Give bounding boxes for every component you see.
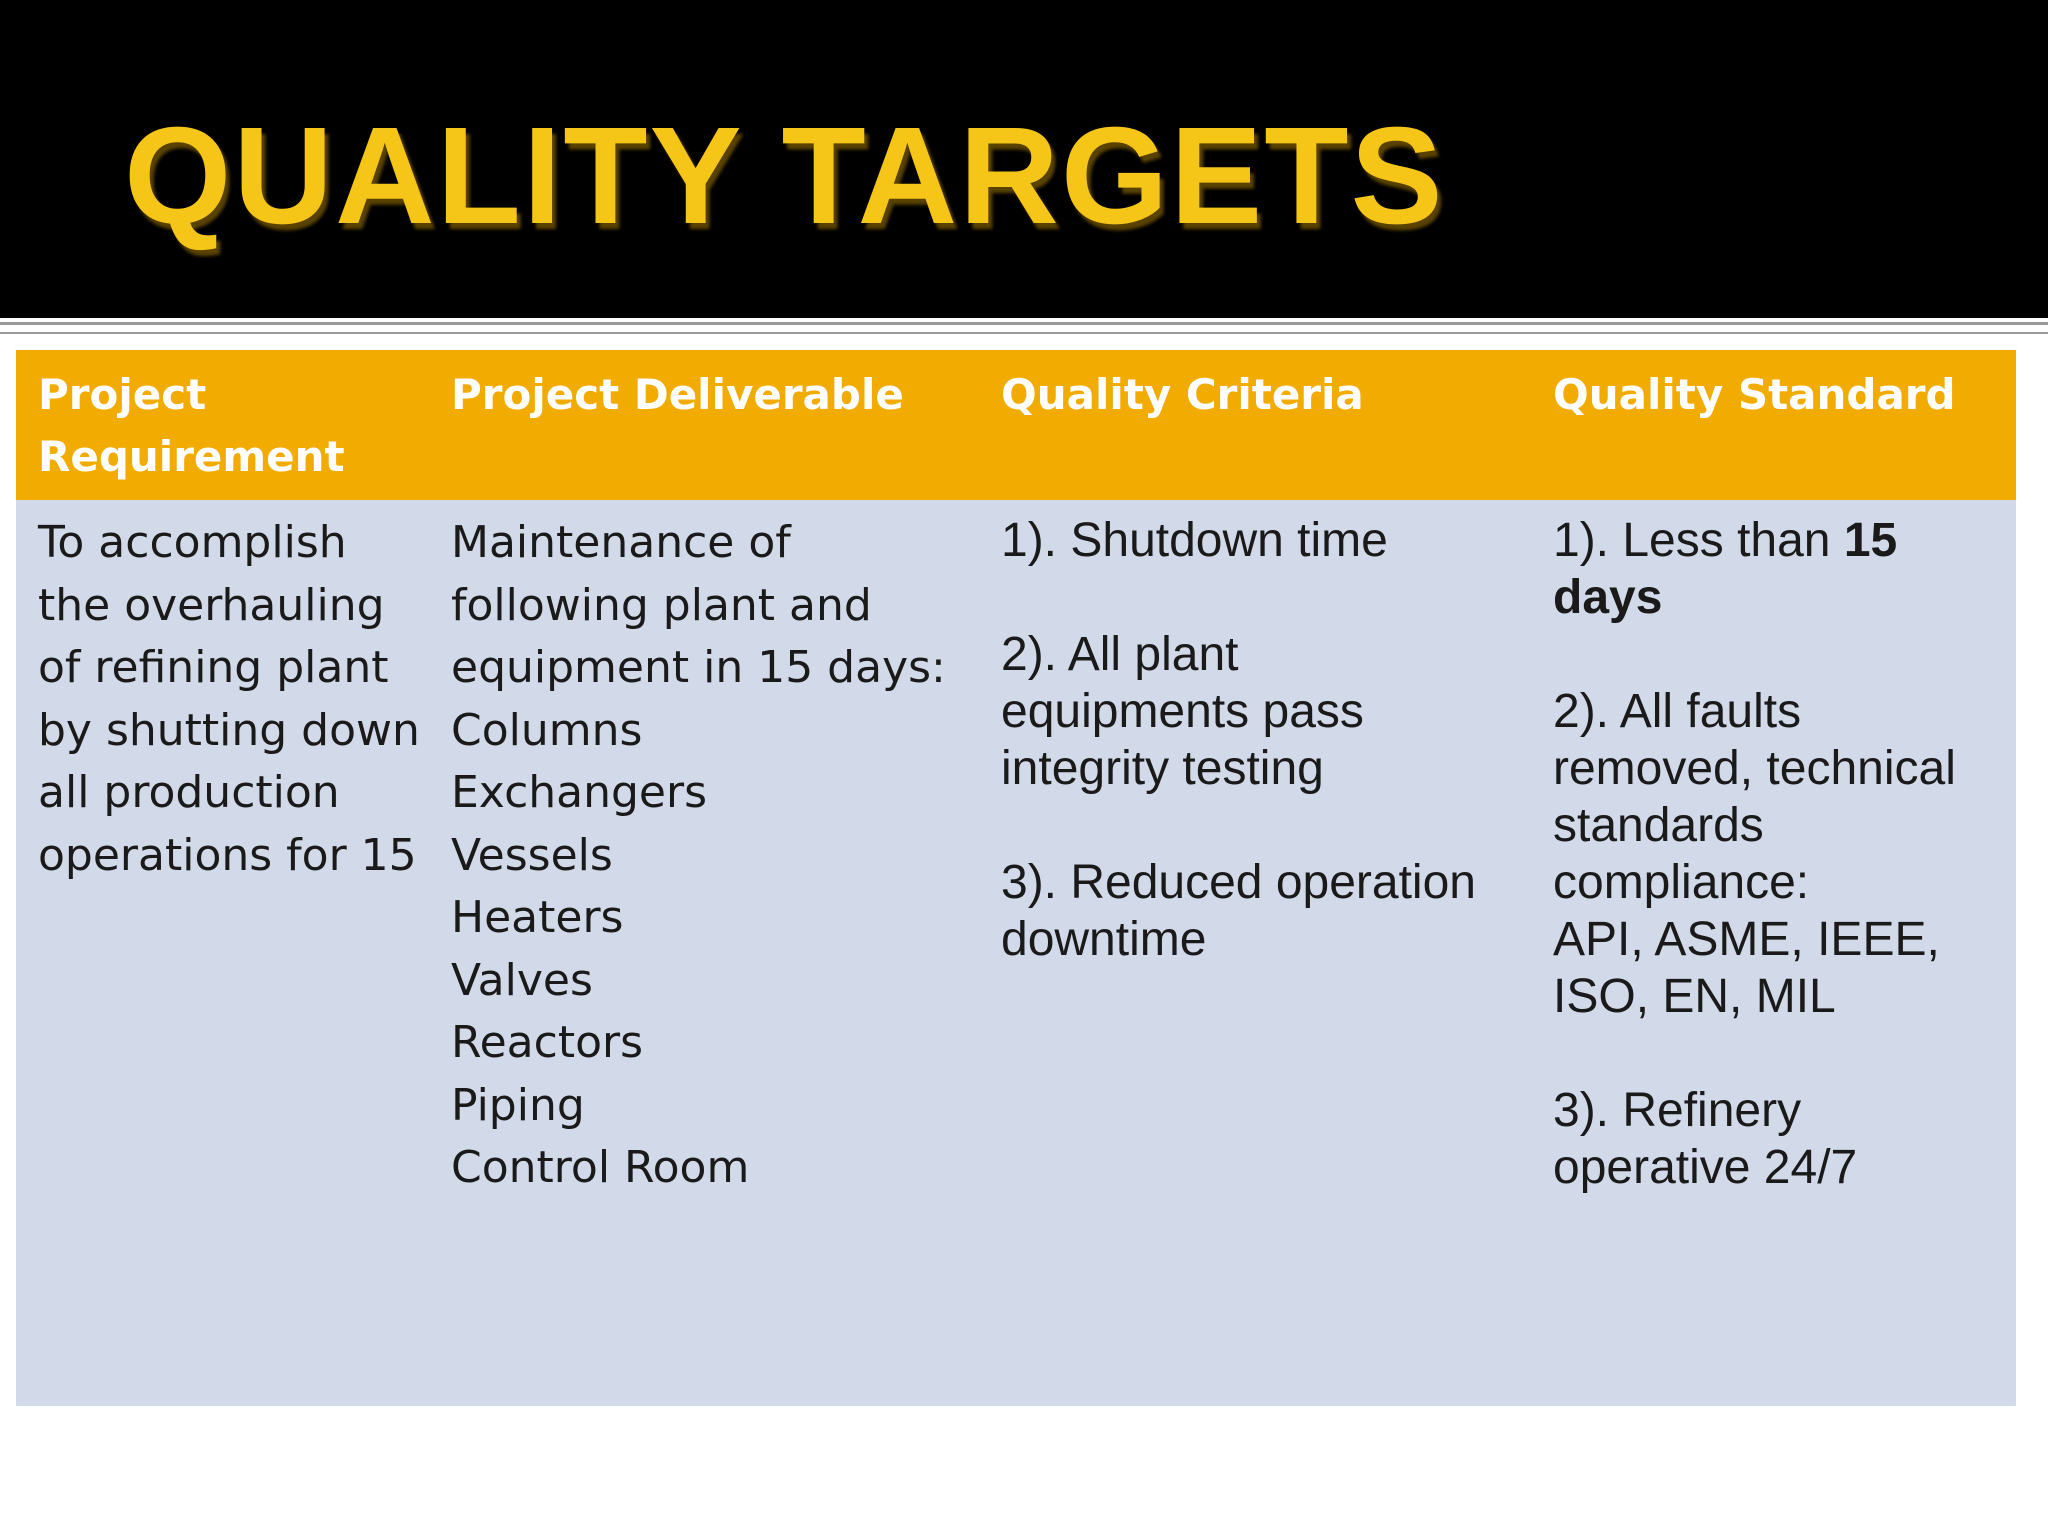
text-line: integrity testing	[1001, 742, 1324, 795]
header-quality-standard	[1531, 350, 2016, 500]
header-project-requirement	[16, 350, 429, 500]
cell-quality-criteria	[979, 500, 1531, 1406]
criteria-item	[1001, 854, 1511, 968]
header-quality-criteria	[979, 350, 1531, 500]
standard-prefix: 1). Less than	[1553, 514, 1844, 567]
list-item: Exchangers	[451, 767, 708, 818]
cell-quality-standard	[1531, 500, 2016, 1406]
text-line: equipments pass	[1001, 685, 1364, 738]
text-line: following plant and	[451, 579, 872, 631]
standard-list	[1553, 512, 1996, 1196]
requirement-text	[38, 512, 420, 887]
list-item: Valves	[451, 954, 593, 1006]
standard-bold-unit: days	[1553, 571, 1663, 624]
text-line: To accomplish	[38, 517, 347, 568]
text-line: by shutting down	[38, 704, 420, 756]
text-line: all production	[38, 767, 340, 818]
text-line: equipment in 15 days:	[451, 642, 946, 693]
criteria-item	[1001, 626, 1511, 797]
criteria-item	[1001, 512, 1511, 569]
quality-targets-table	[16, 350, 2016, 1406]
title-bar	[0, 0, 2048, 318]
text-line: standards	[1553, 799, 1764, 852]
criteria-list	[1001, 512, 1511, 968]
slide-title: QUALITY TARGETS	[124, 99, 1445, 253]
cell-project-requirement	[16, 500, 429, 1406]
list-item: Reactors	[451, 1017, 644, 1068]
text-line: removed, technical	[1553, 742, 1956, 795]
list-item: Control Room	[451, 1142, 750, 1193]
divider-line	[0, 322, 2048, 325]
text-line: API, ASME, IEEE,	[1553, 913, 1940, 966]
header-text: Project Deliverable	[451, 370, 904, 419]
text-line: compliance:	[1553, 856, 1810, 909]
text-line: the overhauling	[38, 579, 385, 631]
divider-line	[0, 332, 2048, 334]
header-text: Quality Standard	[1553, 370, 1956, 419]
text-line: 2). All plant	[1001, 628, 1239, 681]
text-line: 3). Reduced operation	[1001, 856, 1476, 909]
table-row	[16, 500, 2016, 1406]
list-item: Piping	[451, 1079, 585, 1131]
standard-item	[1553, 1082, 1996, 1196]
text-line: 3). Refinery	[1553, 1084, 1802, 1137]
text-line: Maintenance of	[451, 517, 791, 568]
text-line: operative 24/7	[1553, 1141, 1858, 1194]
list-item: Columns	[451, 704, 643, 756]
text-line: ISO, EN, MIL	[1553, 970, 1836, 1023]
header-project-deliverable	[429, 350, 979, 500]
header-text: Requirement	[38, 432, 345, 481]
text-line: downtime	[1001, 913, 1207, 966]
text-line: 1). Shutdown time	[1001, 514, 1388, 567]
header-text: Project	[38, 370, 207, 419]
standard-item	[1553, 683, 1996, 1025]
text-line: 2). All faults	[1553, 685, 1802, 738]
standard-bold-value: 15	[1843, 514, 1898, 567]
deliverable-text	[451, 512, 959, 1200]
cell-project-deliverable	[429, 500, 979, 1406]
table-header-row	[16, 350, 2016, 500]
header-text: Quality Criteria	[1001, 370, 1364, 419]
list-item: Heaters	[451, 892, 624, 943]
list-item: Vessels	[451, 829, 613, 881]
standard-item	[1553, 512, 1996, 626]
text-line	[1553, 512, 1996, 569]
text-line: of refining plant	[38, 642, 389, 693]
text-line: operations for 15	[38, 829, 417, 881]
